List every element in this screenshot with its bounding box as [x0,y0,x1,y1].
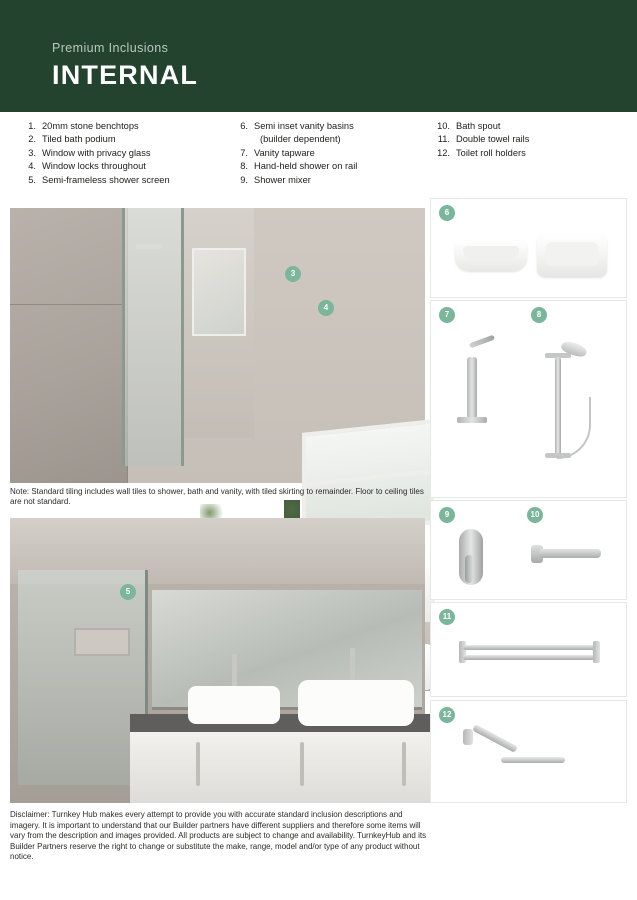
list-item-label: Double towel rails [456,134,530,145]
vanity-mirror [192,248,246,336]
list-item [430,147,630,159]
shower-hose-icon [557,397,591,459]
list-item [232,120,432,132]
bath-spout-icon [539,549,601,558]
list-item-label: Semi inset vanity basins [254,121,354,131]
vanity-basin [188,686,280,724]
callout-badge-12: 12 [439,707,455,723]
list-item-label: Semi-frameless shower screen [42,174,170,185]
callout-badge-5: 5 [120,584,136,600]
product-panel-towel-rail [430,602,627,697]
callout-badge-8: 8 [531,307,547,323]
shower-tiles [10,208,128,483]
tap-lever-icon [469,335,495,349]
list-item-number: 6. [240,121,248,131]
semi-frameless-shower-screen [18,570,148,785]
semi-inset-basin-square-icon [537,235,607,277]
list-item-label: Vanity tapware [254,147,315,158]
cabinet-handle [402,742,406,786]
tap-base-icon [457,417,487,423]
list-item-number: 4. [28,161,36,172]
callout-badge-4: 4 [318,300,334,316]
list-item-number: 11. [437,134,450,145]
list-item-label: Window locks throughout [42,161,146,172]
list-item [232,147,432,159]
list-item [232,174,432,186]
bathroom-photo-top [10,208,425,483]
product-panel-tapware-shower [430,300,627,498]
inclusions-column-3 [430,120,630,160]
vanity-basin [298,680,414,726]
list-item-label: Tiled bath podium [42,134,116,145]
list-item [20,133,235,145]
vanity-tapware-icon [467,357,477,419]
list-item-number: 9. [240,174,248,185]
list-item [430,120,630,132]
page-header [0,0,637,112]
page-title: INTERNAL [52,60,199,90]
list-item-number: 10. [437,121,450,131]
product-panel-mixer-spout [430,500,627,600]
callout-badge-10: 10 [527,507,543,523]
product-panel-toilet-roll-holder [430,700,627,803]
callout-badge-9: 9 [439,507,455,523]
double-towel-rail-lower-icon [463,655,595,660]
cabinet-handle [300,742,304,786]
callout-badge-7: 7 [439,307,455,323]
list-item-number: 12. [437,147,450,158]
bathroom-photo-bottom [10,518,425,803]
list-item [20,160,235,172]
list-item-number: 7. [240,147,248,158]
list-item-label: Bath spout [456,121,501,131]
list-item-label: 20mm stone benchtops [42,121,139,131]
callout-badge-3: 3 [285,266,301,282]
list-item [232,160,432,172]
inclusions-column-2 [232,120,432,187]
cabinet-handle [196,742,200,786]
list-item-number: 8. [240,161,248,172]
semi-inset-basin-oval-icon [455,241,527,271]
list-item-number: 2. [28,134,36,145]
list-item-label: Toilet roll holders [456,147,526,158]
toilet-roll-holder-bar-icon [501,757,565,763]
vanity-tap [350,648,355,684]
list-item-label: Shower mixer [254,174,311,185]
list-item [20,120,235,132]
list-item-subtext: (builder dependent) [260,134,341,145]
vanity-cabinet [130,732,430,803]
list-item-label: Window with privacy glass [42,147,151,158]
inclusions-list [0,120,637,205]
product-panel-basins [430,198,627,298]
list-item-number: 5. [28,174,36,185]
list-item [20,147,235,159]
header-eyebrow: Premium Inclusions [52,41,169,55]
double-towel-rail-icon [463,645,595,650]
inclusions-column-1 [20,120,235,187]
callout-badge-6: 6 [439,205,455,221]
toilet-roll-holder-arm-icon [472,724,518,753]
tiling-note: Note: Standard tiling includes wall tiles to shower, bath and vanity, with tiled skirting to remainder. Floor to ceiling tiles are not standard. [10,487,424,506]
towel-rail-end-icon [593,641,600,663]
list-item [20,174,235,186]
list-item-label: Hand-held shower on rail [254,161,358,172]
list-item-number: 1. [28,121,36,131]
list-item-number: 3. [28,147,36,158]
disclaimer-text: Disclaimer: Turnkey Hub makes every attempt to provide you with accurate standard inclusion descriptions and imagery. It is important to understand that our Builder partners have different suppliers and therefore some items will vary from the description and images provided. All products are subject to change and availability. TurnkeyHub and its Builder Partners reserve the right to change or substitute the make, range, model and/or type of any product without notice. [10,810,427,861]
holder-wall-plate-icon [463,729,473,745]
vanity-tap [232,654,237,688]
callout-badge-11: 11 [439,609,455,625]
shower-niche [74,628,130,656]
shower-head [136,244,162,249]
list-item [430,133,630,145]
mixer-lever-icon [465,555,473,583]
